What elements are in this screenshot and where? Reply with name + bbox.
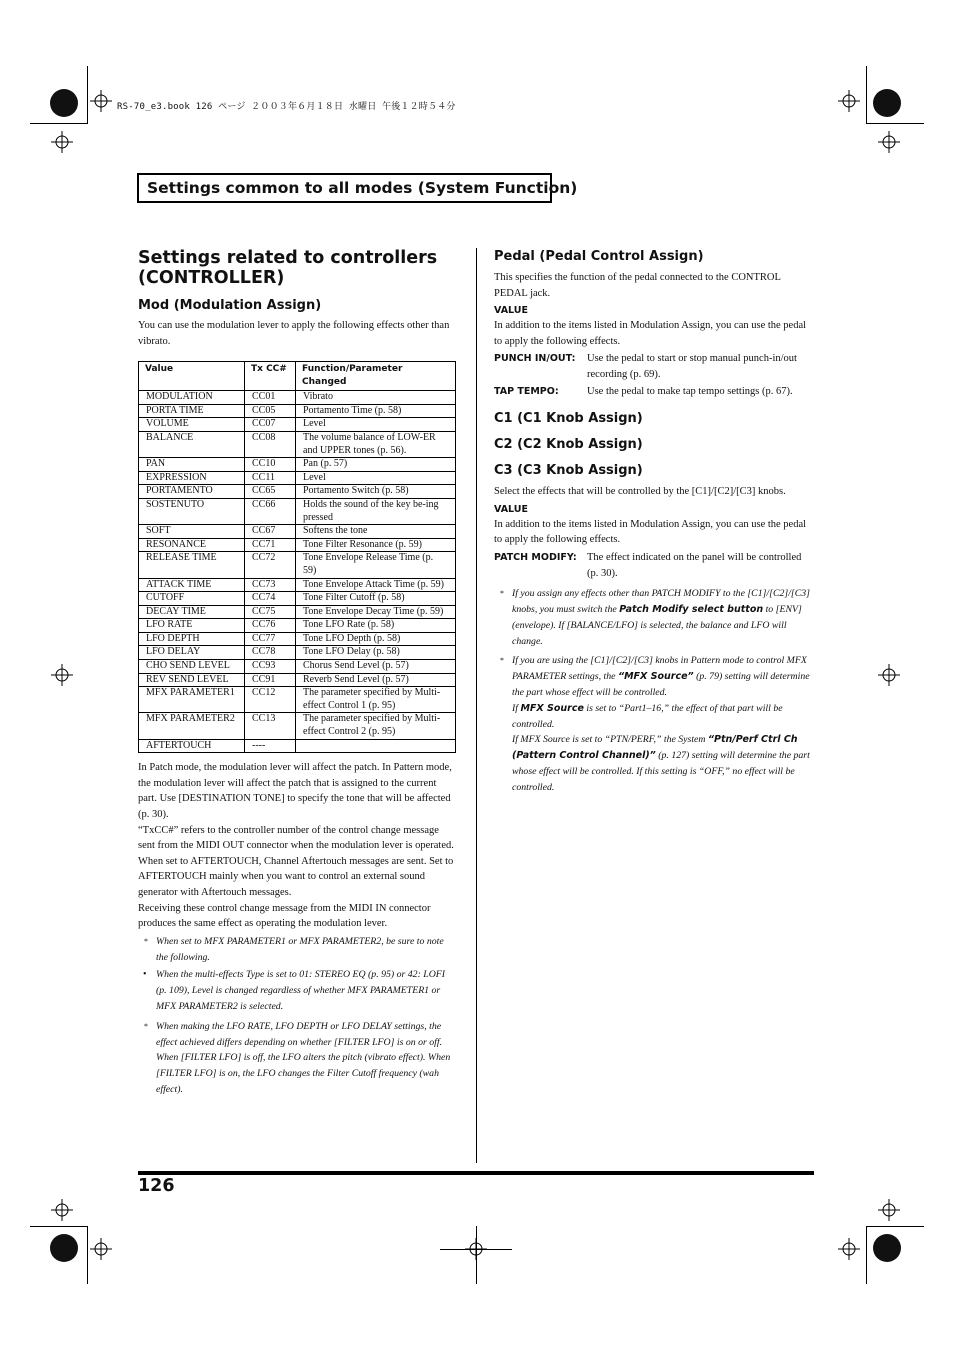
chapter-title: Settings common to all modes (System Function) bbox=[137, 173, 552, 203]
value-cell: RESONANCE bbox=[139, 538, 245, 552]
crop-line bbox=[476, 1226, 477, 1284]
c2-heading: C2 (C2 Knob Assign) bbox=[494, 437, 643, 453]
table-row bbox=[139, 525, 456, 539]
function-cell bbox=[296, 739, 456, 753]
table-row bbox=[139, 404, 456, 418]
note-text: When the multi-effects Type is set to 01: STEREO EQ (p. 95) or 42: LOFI (p. 109), Level is changed regardless of whether MFX PARAMETER1 or MFX PARAMETER2 is selected. bbox=[156, 969, 446, 1012]
value-cell: REV SEND LEVEL bbox=[139, 673, 245, 687]
registration-disc bbox=[50, 89, 78, 117]
note-text: If you are using the [C1]/[C2]/[C3] knobs in Pattern mode to control MFX PARAMETER settings, the bbox=[512, 655, 807, 683]
function-cell: Softens the tone bbox=[296, 525, 456, 539]
note-text: If bbox=[512, 702, 521, 714]
cc-cell: CC05 bbox=[245, 404, 296, 418]
registration-disc bbox=[873, 89, 901, 117]
cc-cell: CC07 bbox=[245, 418, 296, 432]
value-cell: MODULATION bbox=[139, 391, 245, 405]
asterisk-icon: * bbox=[144, 936, 148, 946]
note-emphasis: “Ptn/Perf Ctrl Ch (Pattern Control Channel)” bbox=[512, 734, 798, 762]
table-header: Value bbox=[139, 362, 245, 391]
definition-desc: Use the pedal to make tap tempo settings (p. 67). bbox=[587, 385, 793, 397]
paragraph: In Patch mode, the modulation lever will affect the patch. In Pattern mode, the modulation lever will affect the patch that is assigned to the current part. Use [DESTINATION TONE] to specify the tone that will be affected (p. 30). bbox=[138, 762, 452, 820]
function-cell: Pan (p. 57) bbox=[296, 458, 456, 472]
registration-target-icon bbox=[90, 1238, 112, 1260]
function-cell: Tone Envelope Decay Time (p. 59) bbox=[296, 605, 456, 619]
table-row bbox=[139, 592, 456, 606]
definition-tap bbox=[494, 384, 814, 400]
registration-target-icon bbox=[838, 1238, 860, 1260]
note-text: (p. 79) setting will determine the part whose effect will be controlled. bbox=[512, 671, 810, 698]
definition-term: PATCH MODIFY: bbox=[494, 551, 577, 563]
table-row bbox=[139, 538, 456, 552]
table-row bbox=[139, 485, 456, 499]
note-emphasis: Patch Modify select button bbox=[619, 603, 764, 615]
value-cell: LFO DELAY bbox=[139, 646, 245, 660]
function-cell: Tone LFO Rate (p. 58) bbox=[296, 619, 456, 633]
table-row bbox=[139, 498, 456, 524]
registration-target-icon bbox=[878, 664, 900, 686]
function-cell: Level bbox=[296, 418, 456, 432]
registration-target-icon bbox=[878, 131, 900, 153]
table-row bbox=[139, 418, 456, 432]
table-row bbox=[139, 391, 456, 405]
column-divider bbox=[476, 248, 477, 1163]
table-row bbox=[139, 646, 456, 660]
note-text: is set to “Part1–16,” the effect of that part will be controlled. bbox=[512, 702, 783, 730]
crop-line bbox=[30, 123, 88, 124]
table-row bbox=[139, 578, 456, 592]
note bbox=[138, 967, 456, 1014]
function-cell: Reverb Send Level (p. 57) bbox=[296, 673, 456, 687]
function-cell: The volume balance of LOW-ER and UPPER tones (p. 56). bbox=[296, 431, 456, 457]
table-header-row bbox=[139, 362, 456, 391]
value-cell: LFO RATE bbox=[139, 619, 245, 633]
cc-table bbox=[138, 361, 456, 753]
value-cell: DECAY TIME bbox=[139, 605, 245, 619]
cc-cell: CC76 bbox=[245, 619, 296, 633]
paragraph: “TxCC#” refers to the controller number of the control change message sent from the MIDI OUT connector when the modulation lever is operated. When set to AFTERTOUCH, Channel Aftertouch messages are sent. Set to AFTERTOUCH mainly when you want to control an external sound generator with Aftertouch messages. bbox=[138, 824, 454, 898]
table-row bbox=[139, 632, 456, 646]
section-title-line2: (CONTROLLER) bbox=[138, 268, 285, 288]
value-cell: CUTOFF bbox=[139, 592, 245, 606]
right-column bbox=[494, 248, 814, 795]
table-row bbox=[139, 673, 456, 687]
note-text: If you assign any effects other than PATCH MODIFY to the [C1]/[C2]/[C3] knobs, you must switch the bbox=[512, 588, 810, 615]
value-cell: PORTAMENTO bbox=[139, 485, 245, 499]
registration-target-icon bbox=[90, 90, 112, 112]
note-text: (p. 127) setting will determine the part whose effect will be controlled. If this setting is “OFF,” no effect will be controlled. bbox=[512, 750, 810, 793]
asterisk-icon: * bbox=[500, 656, 504, 666]
cc-cell: CC78 bbox=[245, 646, 296, 660]
cc-cell: CC08 bbox=[245, 431, 296, 457]
cc-cell: CC01 bbox=[245, 391, 296, 405]
value-cell: RELEASE TIME bbox=[139, 552, 245, 578]
function-cell: Portamento Switch (p. 58) bbox=[296, 485, 456, 499]
function-cell: Tone Envelope Release Time (p. 59) bbox=[296, 552, 456, 578]
crop-line bbox=[30, 1226, 88, 1227]
print-slug: RS-70_e3.book 126 ページ ２００３年６月１８日 水曜日 午後１２時５４分 bbox=[117, 102, 456, 112]
note bbox=[494, 586, 814, 649]
c3-heading: C3 (C3 Knob Assign) bbox=[494, 463, 643, 479]
registration-target-icon bbox=[51, 131, 73, 153]
note-emphasis: MFX Source bbox=[520, 702, 584, 714]
definition-patch-modify bbox=[494, 550, 814, 581]
pedal-intro: This specifies the function of the pedal connected to the CONTROL PEDAL jack. bbox=[494, 272, 781, 299]
value-cell: MFX PARAMETER2 bbox=[139, 713, 245, 739]
registration-target-icon bbox=[51, 664, 73, 686]
definition-punch bbox=[494, 351, 814, 382]
note-text: When making the LFO RATE, LFO DEPTH or LFO DELAY settings, the effect achieved differs depending on whether [FILTER LFO] is on or off. When [FILTER LFO] is off, the LFO alters the pitch (vibrato effect). When [FILTER LFO] is on, the LFO changes the Filter Cutoff frequency (wah effect). bbox=[156, 1020, 451, 1095]
cc-cell: CC77 bbox=[245, 632, 296, 646]
knob-intro: Select the effects that will be controlled by the [C1]/[C2]/[C3] knobs. bbox=[494, 486, 786, 498]
function-cell: Holds the sound of the key be-ing pressed bbox=[296, 498, 456, 524]
registration-target-icon bbox=[878, 1199, 900, 1221]
crop-line bbox=[87, 1226, 88, 1284]
left-column bbox=[138, 248, 456, 1098]
value-cell: CHO SEND LEVEL bbox=[139, 660, 245, 674]
crop-line bbox=[87, 66, 88, 124]
note bbox=[494, 653, 814, 795]
value-cell: MFX PARAMETER1 bbox=[139, 687, 245, 713]
function-cell: Vibrato bbox=[296, 391, 456, 405]
cc-cell: CC74 bbox=[245, 592, 296, 606]
cc-cell: CC13 bbox=[245, 713, 296, 739]
definition-desc: The effect indicated on the panel will be controlled (p. 30). bbox=[587, 551, 802, 579]
pedal-heading: Pedal (Pedal Control Assign) bbox=[494, 249, 704, 264]
table-row bbox=[139, 619, 456, 633]
value-label: VALUE bbox=[494, 305, 528, 317]
cc-cell: CC93 bbox=[245, 660, 296, 674]
value-cell: ATTACK TIME bbox=[139, 578, 245, 592]
table-row bbox=[139, 687, 456, 713]
function-cell: The parameter specified by Multi-effect Control 1 (p. 95) bbox=[296, 687, 456, 713]
value-cell: PAN bbox=[139, 458, 245, 472]
cc-cell: CC12 bbox=[245, 687, 296, 713]
c1-heading: C1 (C1 Knob Assign) bbox=[494, 411, 643, 427]
value-cell: SOFT bbox=[139, 525, 245, 539]
paragraph: Receiving these control change message from the MIDI IN connector produces the same effect as operating the modulation lever. bbox=[138, 902, 431, 930]
definition-term: TAP TEMPO: bbox=[494, 385, 559, 397]
registration-disc bbox=[50, 1234, 78, 1262]
cc-cell: CC10 bbox=[245, 458, 296, 472]
knob-value-text: In addition to the items listed in Modulation Assign, you can use the pedal to apply the following effects. bbox=[494, 518, 807, 546]
note bbox=[138, 934, 456, 966]
crop-line bbox=[866, 123, 924, 124]
value-cell: VOLUME bbox=[139, 418, 245, 432]
function-cell: Tone Filter Resonance (p. 59) bbox=[296, 538, 456, 552]
table-row bbox=[139, 552, 456, 578]
table-row bbox=[139, 458, 456, 472]
table-row bbox=[139, 471, 456, 485]
cc-cell: CC71 bbox=[245, 538, 296, 552]
function-cell: Tone LFO Depth (p. 58) bbox=[296, 632, 456, 646]
definition-term: PUNCH IN/OUT: bbox=[494, 353, 576, 365]
note-emphasis: “MFX Source” bbox=[617, 671, 694, 683]
pedal-value-text: In addition to the items listed in Modulation Assign, you can use the pedal to apply the following effects. bbox=[494, 320, 807, 347]
bullet-icon: • bbox=[143, 969, 147, 981]
cc-cell: CC72 bbox=[245, 552, 296, 578]
cc-cell: CC91 bbox=[245, 673, 296, 687]
function-cell: Level bbox=[296, 471, 456, 485]
page-number: 126 bbox=[138, 1176, 175, 1196]
cc-cell: CC73 bbox=[245, 578, 296, 592]
note-text: If MFX Source is set to “PTN/PERF,” the System bbox=[512, 734, 708, 746]
table-header: Function/Parameter Changed bbox=[296, 362, 456, 391]
table-row bbox=[139, 660, 456, 674]
table-row bbox=[139, 431, 456, 457]
value-cell: LFO DEPTH bbox=[139, 632, 245, 646]
function-cell: Portamento Time (p. 58) bbox=[296, 404, 456, 418]
note-text: to [ENV] (envelope). If [BALANCE/LFO] is selected, the balance and LFO will change. bbox=[512, 603, 802, 647]
section-title bbox=[138, 248, 456, 288]
table-row bbox=[139, 739, 456, 753]
crop-line bbox=[866, 66, 867, 124]
cc-cell: CC65 bbox=[245, 485, 296, 499]
table-header: Tx CC# bbox=[245, 362, 296, 391]
mod-intro: You can use the modulation lever to apply the following effects other than vibrato. bbox=[138, 320, 450, 347]
mod-heading: Mod (Modulation Assign) bbox=[138, 298, 322, 313]
table-row bbox=[139, 605, 456, 619]
registration-disc bbox=[873, 1234, 901, 1262]
function-cell: The parameter specified by Multi-effect Control 2 (p. 95) bbox=[296, 713, 456, 739]
definition-desc: Use the pedal to start or stop manual punch-in/out recording (p. 69). bbox=[587, 353, 797, 380]
function-cell: Tone Envelope Attack Time (p. 59) bbox=[296, 578, 456, 592]
note-text: When set to MFX PARAMETER1 or MFX PARAMETER2, be sure to note the following. bbox=[156, 935, 444, 963]
value-cell: EXPRESSION bbox=[139, 471, 245, 485]
value-label: VALUE bbox=[494, 503, 528, 515]
value-cell: BALANCE bbox=[139, 431, 245, 457]
crop-line bbox=[866, 1226, 867, 1284]
table-body bbox=[139, 391, 456, 753]
cc-cell: CC11 bbox=[245, 471, 296, 485]
asterisk-icon: * bbox=[144, 1021, 148, 1031]
table-row bbox=[139, 713, 456, 739]
value-cell: AFTERTOUCH bbox=[139, 739, 245, 753]
registration-target-icon bbox=[51, 1199, 73, 1221]
registration-target-icon bbox=[838, 90, 860, 112]
cc-cell: CC75 bbox=[245, 605, 296, 619]
function-cell: Chorus Send Level (p. 57) bbox=[296, 660, 456, 674]
value-cell: PORTA TIME bbox=[139, 404, 245, 418]
cc-cell: CC67 bbox=[245, 525, 296, 539]
function-cell: Tone Filter Cutoff (p. 58) bbox=[296, 592, 456, 606]
note bbox=[138, 1019, 456, 1098]
section-title-line1: Settings related to controllers bbox=[138, 248, 438, 268]
cc-cell: CC66 bbox=[245, 498, 296, 524]
value-cell: SOSTENUTO bbox=[139, 498, 245, 524]
footer-rule bbox=[138, 1171, 814, 1175]
function-cell: Tone LFO Delay (p. 58) bbox=[296, 646, 456, 660]
cc-cell: ---- bbox=[245, 739, 296, 753]
asterisk-icon: * bbox=[500, 589, 504, 599]
crop-line bbox=[866, 1226, 924, 1227]
